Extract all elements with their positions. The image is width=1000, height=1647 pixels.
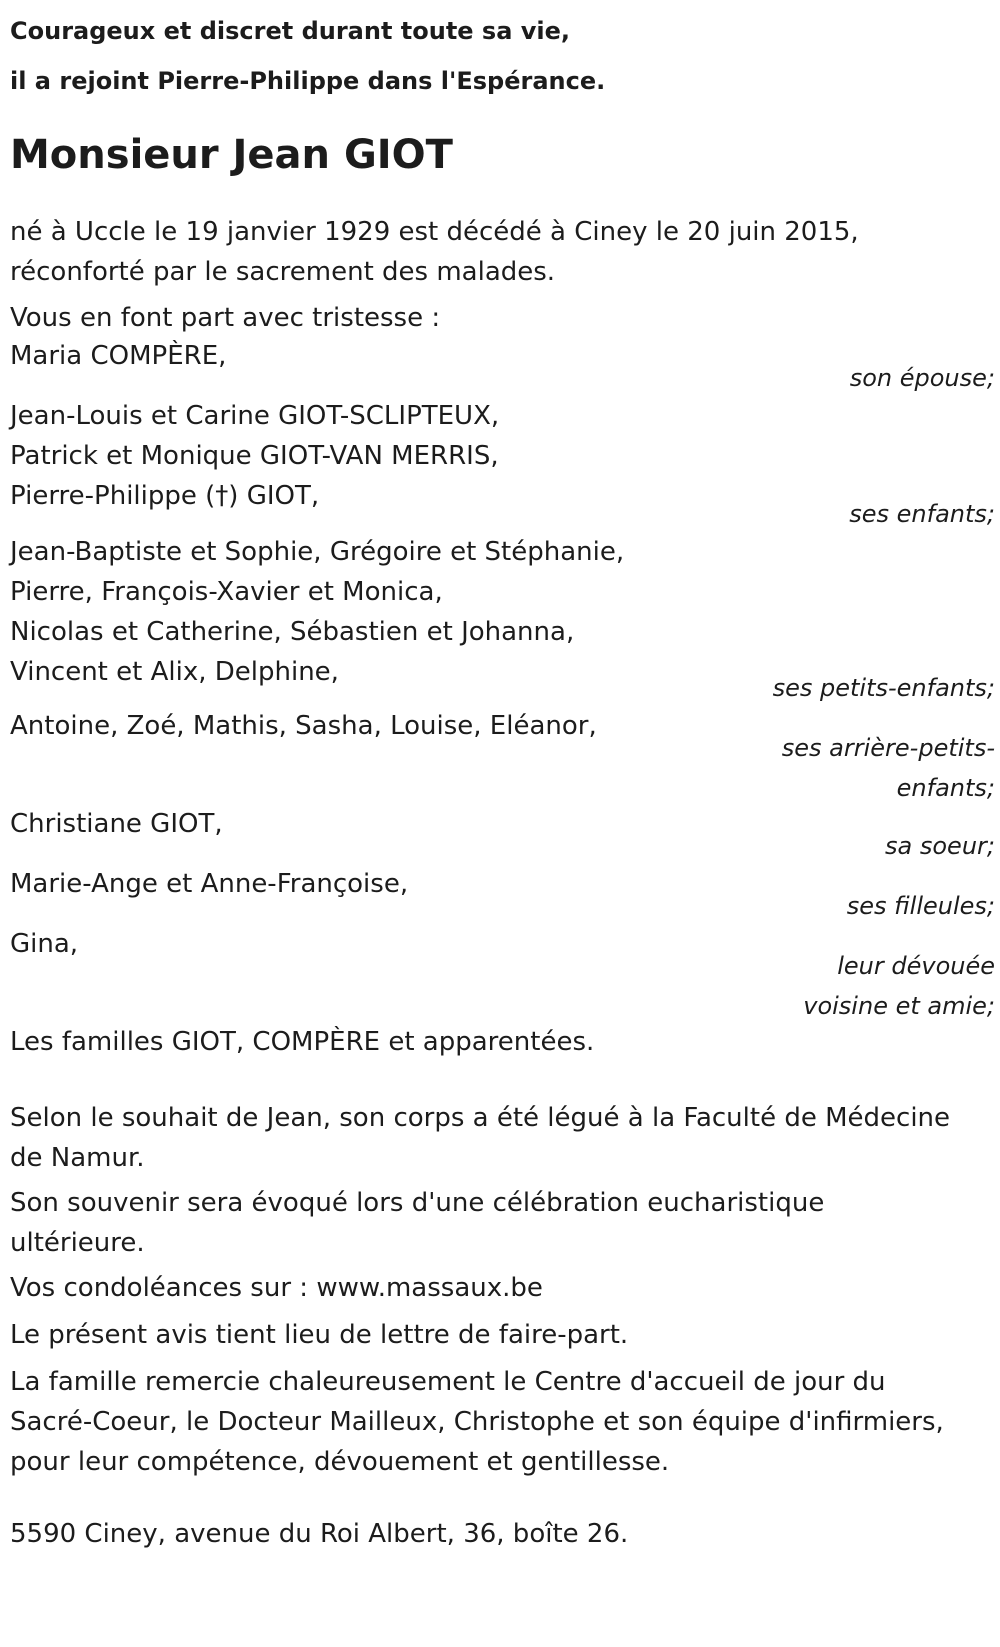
families-line: Les familles GIOT, COMPÈRE et apparentées. — [10, 1027, 595, 1057]
family-member-name: Christiane GIOT, — [10, 809, 223, 839]
birth-death-info — [10, 212, 995, 292]
faire-part-notice: Le présent avis tient lieu de lettre de faire-part. — [10, 1320, 629, 1350]
epigraph — [10, 6, 605, 106]
role-goddaughters: ses filleules; — [846, 892, 995, 920]
deceased-name: Monsieur Jean GIOT — [10, 132, 453, 178]
thanks-notice: La famille remercie chaleureusement le Centre d'accueil de jour du Sacré-Coeur, le Docteur Mailleux, Christophe et son équipe d'infirmiers, pour leur compétence, dévouement et gentillesse. — [10, 1367, 944, 1477]
family-member-name: Vincent et Alix, Delphine, — [10, 657, 339, 687]
family-member-name: Jean-Louis et Carine GIOT-SCLIPTEUX, — [10, 401, 500, 431]
role-neighbor: leur dévouée voisine et amie; — [803, 952, 995, 1020]
celebration-notice: Son souvenir sera évoqué lors d'une célébration eucharistique ultérieure. — [10, 1188, 825, 1258]
family-member-name: Jean-Baptiste et Sophie, Grégoire et Stéphanie, — [10, 537, 625, 567]
intro-text: Vous en font part avec tristesse : — [10, 303, 441, 333]
family-member-name: Nicolas et Catherine, Sébastien et Johanna, — [10, 617, 575, 647]
family-member-name: Antoine, Zoé, Mathis, Sasha, Louise, Eléanor, — [10, 711, 597, 741]
birth-death-line-1: né à Uccle le 19 janvier 1929 est décédé à Ciney le 20 juin 2015, — [10, 217, 859, 247]
role-sister: sa soeur; — [885, 832, 995, 860]
condolences-notice: Vos condoléances sur : www.massaux.be — [10, 1273, 543, 1303]
birth-death-line-2: réconforté par le sacrement des malades. — [10, 257, 556, 287]
epigraph-line-2: il a rejoint Pierre-Philippe dans l'Espérance. — [10, 67, 606, 95]
address: 5590 Ciney, avenue du Roi Albert, 36, boîte 26. — [10, 1519, 629, 1549]
epigraph-line-1: Courageux et discret durant toute sa vie, — [10, 17, 571, 45]
family-member-name: Pierre-Philippe (†) GIOT, — [10, 481, 320, 511]
family-group-children — [10, 396, 995, 516]
role-children: ses enfants; — [849, 500, 995, 528]
family-group-sister — [10, 804, 995, 844]
family-member-name: Gina, — [10, 929, 79, 959]
family-member-name: Marie-Ange et Anne-Françoise, — [10, 869, 409, 899]
role-grandchildren: ses petits-enfants; — [772, 674, 995, 702]
family-member-name: Maria COMPÈRE, — [10, 341, 227, 371]
role-great-grandchildren: ses arrière-petits- enfants; — [781, 734, 995, 802]
family-member-name: Pierre, François-Xavier et Monica, — [10, 577, 443, 607]
body-donation-notice: Selon le souhait de Jean, son corps a été légué à la Faculté de Médecine de Namur. — [10, 1103, 951, 1173]
family-member-name: Patrick et Monique GIOT-VAN MERRIS, — [10, 441, 499, 471]
role-spouse: son épouse; — [849, 364, 995, 392]
family-group-spouse — [10, 336, 995, 376]
